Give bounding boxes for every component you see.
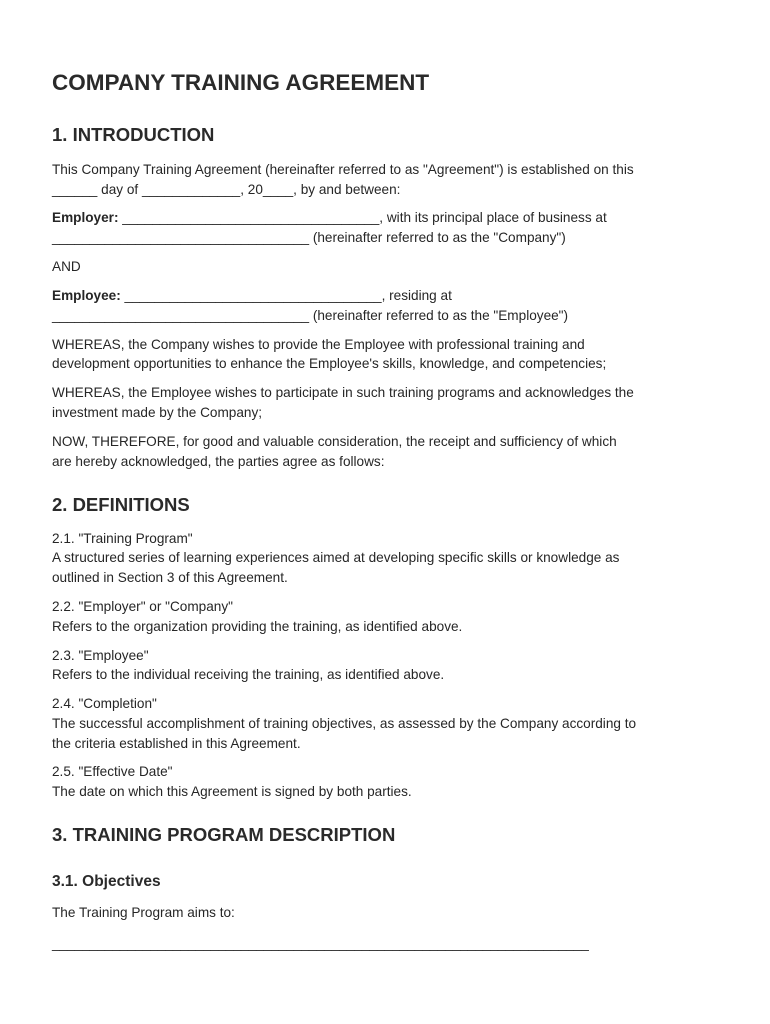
whereas-2-line-1: WHEREAS, the Employee wishes to participate in such training programs and acknowledges the [52,385,634,400]
definition-text-line: A structured series of learning experiences aimed at developing specific skills or knowledge as [52,550,620,565]
employer-line-1 [52,208,607,228]
and-separator: AND [52,259,81,274]
intro-paragraph-line-2: ______ day of _____________, 20____, by and between: [52,182,401,197]
now-therefore-line-2: are hereby acknowledged, the parties agree as follows: [52,454,385,469]
subsection-heading-objectives: 3.1. Objectives [52,873,161,890]
section-heading-introduction: 1. INTRODUCTION [52,124,215,145]
employer-label: Employer: [52,210,119,225]
objectives-intro: The Training Program aims to: [52,905,235,920]
now-therefore-line-1: NOW, THEREFORE, for good and valuable consideration, the receipt and sufficiency of which [52,434,617,449]
whereas-1-line-2: development opportunities to enhance the Employee's skills, knowledge, and competencies; [52,356,607,371]
employee-line-1 [52,286,452,306]
employee-name-blank: __________________________________, residing at [120,288,452,303]
definition-text-line: the criteria established in this Agreement. [52,736,301,751]
definition-term-employer: 2.2. "Employer" or "Company" [52,599,233,614]
section-heading-definitions: 2. DEFINITIONS [52,494,190,515]
definition-term-completion: 2.4. "Completion" [52,696,157,711]
definition-term-employee: 2.3. "Employee" [52,648,149,663]
definition-term-training-program: 2.1. "Training Program" [52,531,193,546]
section-heading-training-program: 3. TRAINING PROGRAM DESCRIPTION [52,824,396,845]
definition-term-effective-date: 2.5. "Effective Date" [52,764,173,779]
whereas-2-line-2: investment made by the Company; [52,405,263,420]
employer-name-blank: __________________________________, with its principal place of business at [118,210,607,225]
definition-text-line: Refers to the individual receiving the training, as identified above. [52,667,445,682]
objective-blank-line: _______________________________________________________________________ [52,936,589,951]
employee-line-2: __________________________________ (hereinafter referred to as the "Employee") [52,308,569,323]
employee-label: Employee: [52,288,121,303]
definition-text-line: The successful accomplishment of training objectives, as assessed by the Company according to [52,716,637,731]
employer-line-2: __________________________________ (hereinafter referred to as the "Company") [52,230,566,245]
intro-paragraph-line-1: This Company Training Agreement (hereinafter referred to as "Agreement") is established on this [52,162,634,177]
definition-text-line: outlined in Section 3 of this Agreement. [52,570,288,585]
definition-text-line: Refers to the organization providing the training, as identified above. [52,619,463,634]
document-title: COMPANY TRAINING AGREEMENT [52,70,430,95]
definition-text-line: The date on which this Agreement is signed by both parties. [52,784,412,799]
whereas-1-line-1: WHEREAS, the Company wishes to provide the Employee with professional training and [52,337,585,352]
